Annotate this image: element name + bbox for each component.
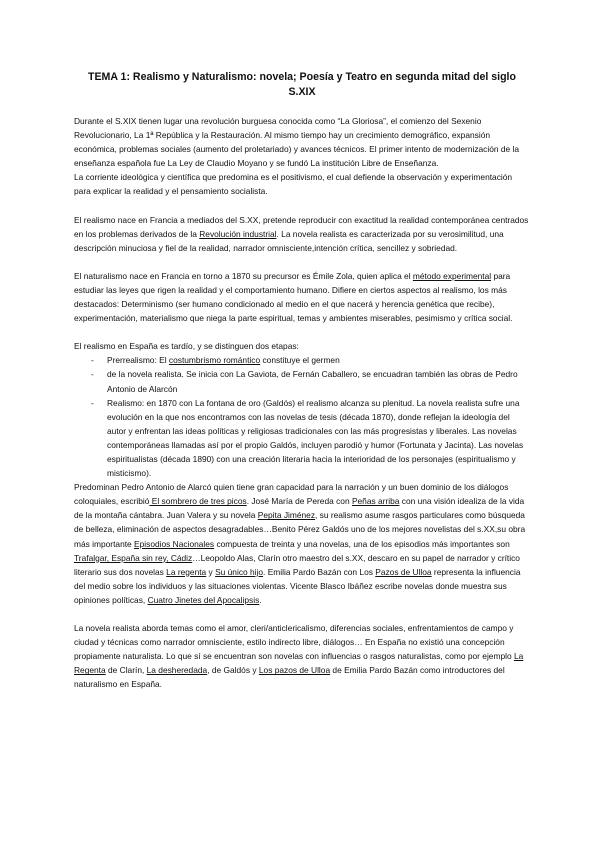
underlined-term: Cuatro Jinetes del Apocalipsis — [147, 594, 260, 605]
underlined-term: Pepita Jiménez — [257, 510, 316, 521]
underlined-term: método experimental — [412, 270, 492, 281]
text: . Emilia Pardo Bazán con Los — [263, 566, 376, 577]
text: para estudiar las leyes que rigen la realidad y el comportamiento humano. Difiere en ciertos aspectos al realismo, los más destacados: Determinismo (ser humano condicionado al medio en el que nacerá y herencia genética que recibe), experimentación, materialismo que niega la parte espiritual, temas y ambientes miserables, pesimismo y crítica social. — [74, 270, 513, 324]
paragraph-authors — [74, 480, 530, 607]
text: …Leopoldo Alas, Clarín otro maestro del s.XX, descaro en su papel de narrador y crítico literario sus dos novelas — [74, 552, 520, 577]
paragraph-realism — [74, 213, 530, 255]
underlined-term: Trafalgar, España sin rey, Cádiz — [74, 552, 193, 563]
underlined-term: El sombrero de tres picos — [149, 496, 247, 507]
text: La novela realista aborda temas como el amor, cleri/anticlericalismo, diferencias sociales, enfrentamientos de campo y ciudad y técnicas como narrador omnisciente, estilo indirecto libre, diálogos… En España no existió una concepción propiamente naturalista. Lo que sí se encuentran son novelas con influencias o rasgos naturalistas, como por ejemplo — [74, 623, 514, 662]
text: El naturalismo nace en Francia en torno a 1870 su precursor es Émile Zola, quien aplica el — [74, 270, 413, 281]
text: . La novela realista es caracterizada por su verosimilitud, una descripción minuciosa y fiel de la realidad, narrador omnisciente,intención crítica, sencillez y sobriedad. — [74, 228, 504, 253]
underlined-term: Su único hijo — [215, 566, 264, 577]
text: . — [259, 594, 262, 605]
underlined-term: La Regenta — [74, 651, 524, 676]
document-title: TEMA 1: Realismo y Naturalismo: novela; Poesía y Teatro en segunda mitad del siglo S.XIX — [88, 71, 516, 98]
text: El realismo nace en Francia a mediados del S.XX, pretende reproducir con exactitud la realidad contemporánea centrados en los problemas derivados de la — [74, 214, 529, 239]
paragraph-naturalism — [74, 269, 530, 325]
text: y — [206, 566, 216, 577]
underlined-term: Episodios Nacionales — [134, 538, 215, 549]
text: , de Galdós y — [207, 665, 259, 676]
paragraph-positivism: La corriente ideológica y científica que predomina es el positivismo, el cual defiende la observación y experimentación para explicar la realidad y el pensamiento socialista. — [74, 172, 513, 197]
paragraph-spain-intro: El realismo en España es tardío, y se distinguen dos etapas: — [74, 341, 299, 352]
list-item: - Realismo: en 1870 con La fontana de oro (Galdós) el realismo alcanza su plenitud. La novela realista sufre una evolución en la que nos encontramos con las novelas de tesis (década 1870), donde reflejan la ideología del autor y enfrentan las ideas políticas y religiosas tradicionales con las más progresistas y liberales. Las novelas contemporáneas llamadas así por el propio Galdós, incluyen parodió y humor (Fortunata y Jacinta). Las novelas espiritualistas (década 1890) con una creación literaria hacia la interioridad de los personajes (espiritualismo y misticismo). — [91, 396, 530, 481]
text: constituye el germen — [260, 355, 340, 366]
underlined-term: Pazos de Ulloa — [375, 566, 432, 577]
text: Prerrealismo: El — [107, 355, 169, 366]
list-item — [91, 353, 530, 367]
text: compuesta de treinta y una novelas, una de los episodios más importantes son — [214, 538, 510, 549]
underlined-term: Los pazos de Ulloa — [258, 665, 331, 676]
text: de Clarín, — [105, 665, 147, 676]
text: con una visión idealiza de la vida de la montaña cántabra. Juan Valera y su novela — [74, 496, 525, 521]
underlined-term: La desheredada — [146, 665, 208, 676]
list-item: - de la novela realista. Se inicia con La Gaviota, de Fernán Caballero, se encuadran también las obras de Pedro Antonio de Alarcón — [91, 367, 530, 395]
underlined-term: La regenta — [166, 566, 207, 577]
text: , su realismo asume rasgos particulares como búsqueda de belleza, eliminación de aspectos desagradables…Benito Pérez Galdós uno de los mejores novelistas del s.XX,su obra más importante — [74, 510, 526, 549]
underlined-term: Revolución industrial — [199, 228, 277, 239]
text: de Emilia Pardo Bazán como introductores del naturalismo en España. — [74, 665, 505, 690]
paragraph-context — [74, 114, 530, 170]
document-page — [74, 70, 530, 691]
stages-list — [74, 353, 530, 480]
text: representa la influencia del medio sobre los individuos y las situaciones violentas. Vicente Blasco Ibáñez escribe novelas donde muestra sus opiniones políticas, — [74, 566, 521, 605]
paragraph-themes — [74, 621, 530, 691]
text: Durante el S.XIX tienen lugar una revolución burguesa conocida como “La Gloriosa”, el comienzo del Sexenio Revolucionario, La 1ª República y la Restauración. Al mismo tiempo hay un crecimiento demográfico, expansión económica, problemas sociales (aumento del proletariado) y avances técnicos. El primer intento de modernización de la enseñanza española fue La Ley de Claudio Moyano y se fundó La institución Libre de Enseñanza. — [74, 116, 520, 169]
text: . José María de Pereda con — [246, 496, 352, 507]
text: Predominan Pedro Antonio de Alarcó quien tiene gran capacidad para la narración y un buen dominio de los diálogos coloquiales, escribió — [74, 482, 509, 507]
underlined-term: Peñas arriba — [351, 496, 400, 507]
underlined-term: costumbrismo romántico — [168, 355, 261, 366]
